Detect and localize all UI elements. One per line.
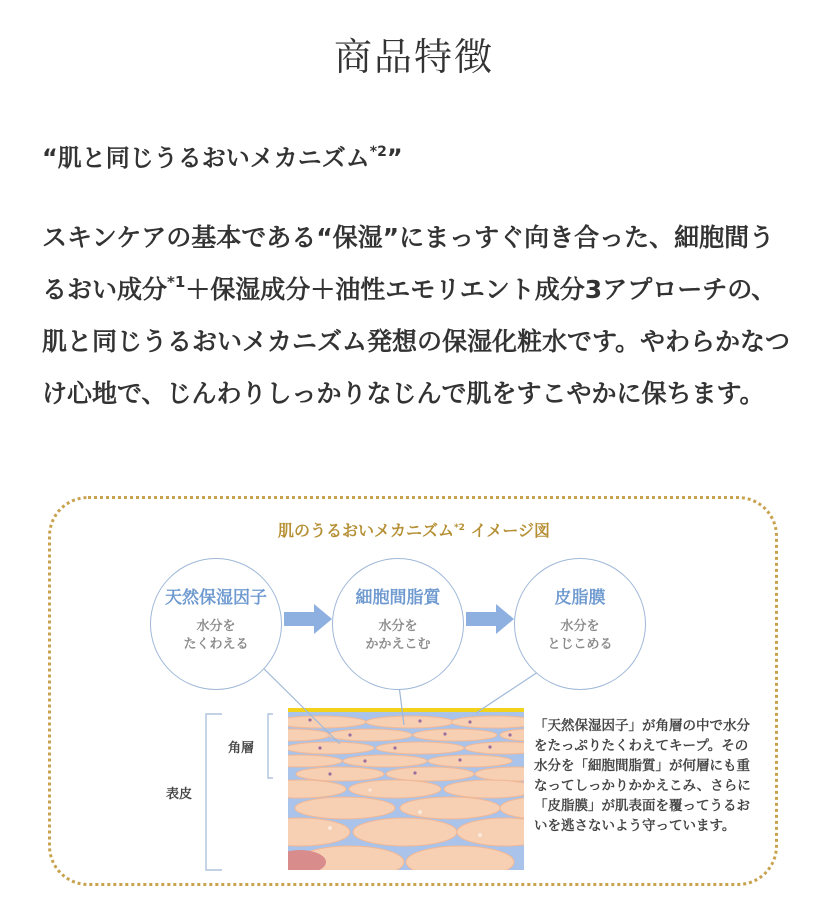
footnote-mark: *2 xyxy=(453,523,465,533)
footnote-mark: *2 xyxy=(369,144,387,160)
circle-description: 水分を たくわえる xyxy=(183,619,249,652)
page-title: 商品特徴 xyxy=(333,35,494,79)
diagram-title-suffix: イメージ図 xyxy=(464,521,551,540)
arrow-right-icon xyxy=(284,604,332,634)
description-part-1: スキンケアの基本である“保湿”にまっすぐ向き合った、細胞間うるおい成分 xyxy=(42,223,775,304)
circle-title: 皮脂膜 xyxy=(554,588,606,608)
circle-description: 水分を かかえこむ xyxy=(365,619,431,652)
subheading-text: “肌と同じうるおいメカニズム xyxy=(42,144,370,172)
circle-description: 水分を とじこめる xyxy=(547,619,613,652)
mechanism-description: 「天然保湿因子」が角層の中で水分をたっぷりたくわえてキープ。その水分を「細胞間脂質」が何層にも重なってしっかりかかえこみ、さらに「皮脂膜」が肌表面を覆ってうるおいを逃さないよう守っています。 xyxy=(534,718,751,834)
circle-sebum-film xyxy=(514,558,646,690)
subheading-close-quote: ” xyxy=(386,144,403,172)
diagram-title-text: 肌のうるおいメカニズム xyxy=(277,521,454,540)
label-epidermis: 表皮 xyxy=(166,787,193,802)
arrow-right-icon xyxy=(466,604,514,634)
circle-natural-moisturizing-factor xyxy=(150,558,282,690)
footnote-mark: *1 xyxy=(167,273,186,291)
circle-intercellular-lipids xyxy=(332,558,464,690)
circle-title: 細胞間脂質 xyxy=(355,588,441,608)
circle-title: 天然保湿因子 xyxy=(165,588,267,608)
label-stratum-corneum: 角層 xyxy=(228,741,255,756)
description-part-2: ＋保湿成分＋油性エモリエント成分3アプローチの、肌と同じうるおいメカニズム発想の保湿化粧水です。やわらかなつけ心地で、じんわりしっかりなじんで肌をすこやかに保ちます。 xyxy=(42,275,791,408)
